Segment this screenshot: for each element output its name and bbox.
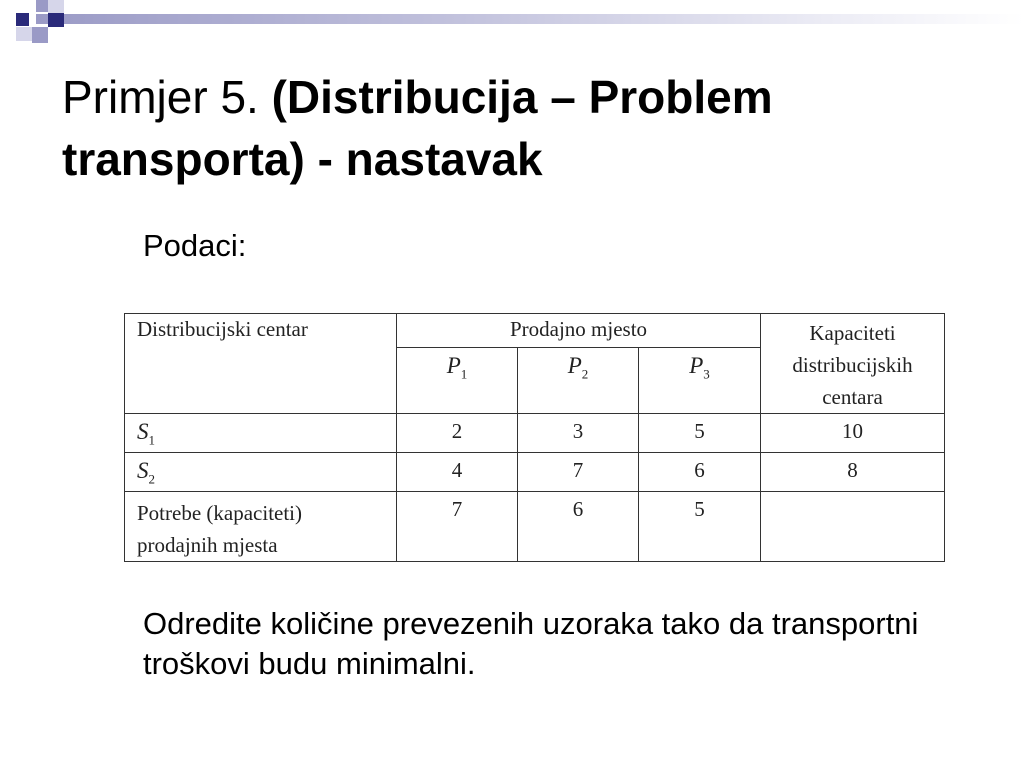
col-header-p2: $P_2$ [518,348,639,414]
data-label: Podaci: [143,228,247,263]
table-row [125,414,945,453]
decorative-square [48,13,64,27]
header-distribution-center: Distribucijski centar [125,314,397,414]
slide-title [62,66,982,190]
decorative-square [16,27,32,41]
decorative-square [32,27,48,43]
cost-cell: 7 [518,453,639,492]
decorative-square [36,0,48,12]
demand-cell: 7 [397,492,518,562]
task-text: Odredite količine prevezenih uzoraka tako da transportni troškovi budu minimalni. [143,606,919,681]
table-row [125,453,945,492]
decorative-header-bar [36,14,1024,24]
decorative-square [48,0,64,13]
cost-cell: 5 [639,414,761,453]
demand-cell: 6 [518,492,639,562]
demand-cell: 5 [639,492,761,562]
row-header-s1: $S_1$ [125,414,397,453]
row-header-s2: $S_2$ [125,453,397,492]
cost-cell: 3 [518,414,639,453]
decorative-square [16,13,29,26]
header-capacity: Kapaciteti distribucijskih centara [761,314,945,414]
capacity-cell: 8 [761,453,945,492]
table-header-row [125,314,945,348]
demand-label: Potrebe (kapaciteti) prodajnih mjesta [125,492,397,562]
transport-table [124,313,945,562]
cost-cell: 4 [397,453,518,492]
col-header-p3: $P_3$ [639,348,761,414]
col-header-p1: $P_1$ [397,348,518,414]
table-row-demand [125,492,945,562]
cost-cell: 2 [397,414,518,453]
title-bold: (Distribucija – Problem transporta) - nastavak [62,71,773,185]
title-plain: Primjer 5. [62,71,272,123]
cost-cell: 6 [639,453,761,492]
empty-cell [761,492,945,562]
transport-table-wrapper [124,313,945,562]
capacity-cell: 10 [761,414,945,453]
header-sales-point: Prodajno mjesto [397,314,761,348]
